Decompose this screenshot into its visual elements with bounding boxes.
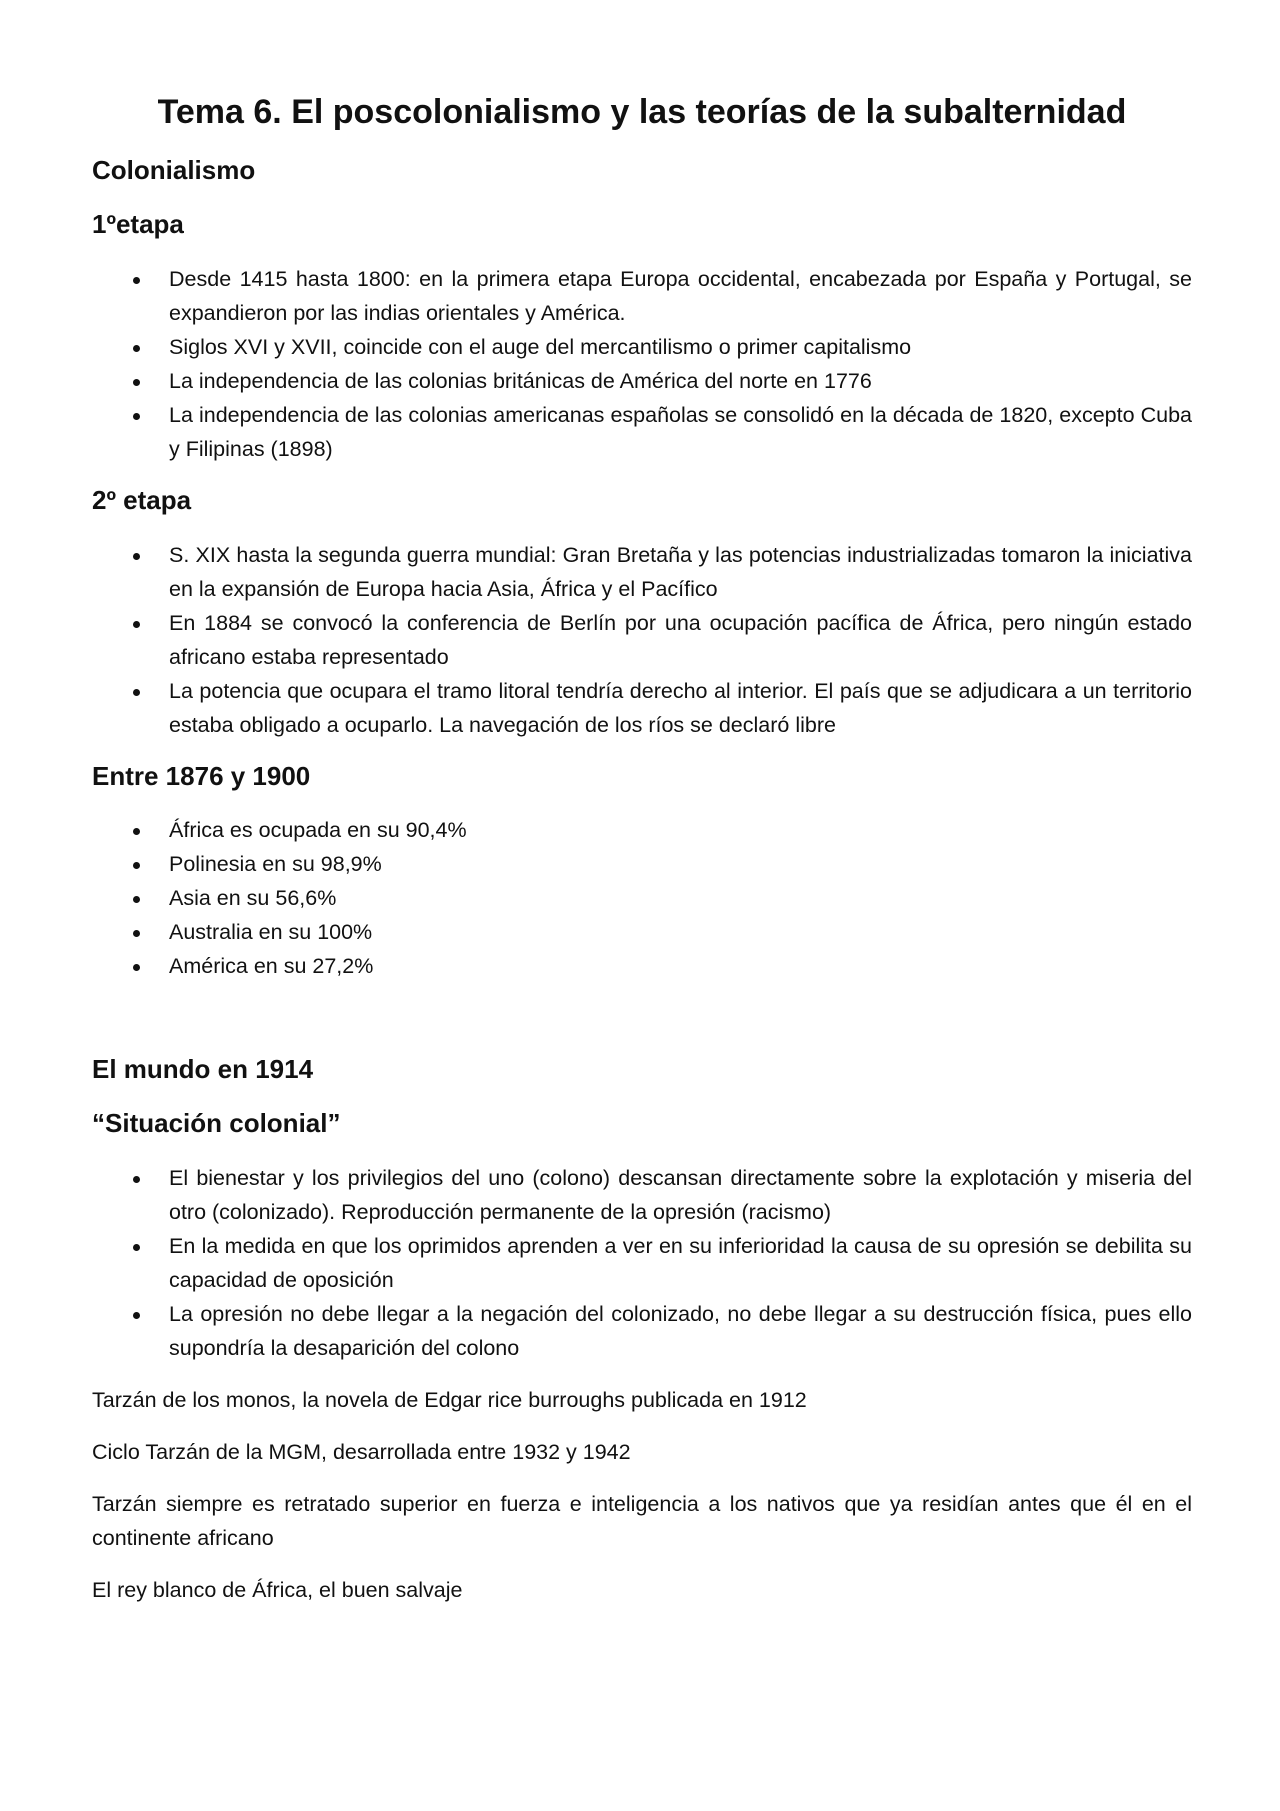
list-item	[169, 1161, 1192, 1229]
list-item	[169, 674, 1192, 742]
paragraph-rey-blanco: El rey blanco de África, el buen salvaje	[92, 1577, 463, 1602]
bullet-icon	[133, 828, 140, 835]
page-title: Tema 6. El poscolonialismo y las teorías de la subalternidad	[157, 93, 1127, 131]
list-item-text: La independencia de las colonias británicas de América del norte en 1776	[169, 368, 872, 393]
list-item	[169, 398, 1192, 466]
list-item-text: La potencia que ocupara el tramo litoral tendría derecho al interior. El país que se adjudicara a un territorio estaba obligado a ocuparlo. La navegación de los ríos se declaró libre	[169, 678, 1192, 737]
heading-etapa-2: 2º etapa	[92, 484, 192, 515]
list-item	[169, 330, 1192, 364]
list-item-text: La independencia de las colonias americanas españolas se consolidó en la década de 1820, excepto Cuba y Filipinas (1898)	[169, 402, 1192, 461]
document-page	[92, 90, 1192, 1625]
bullet-icon	[133, 930, 140, 937]
list-item	[169, 1297, 1192, 1365]
heading-entre-1876-1900: Entre 1876 y 1900	[92, 760, 311, 791]
list-item-text: El bienestar y los privilegios del uno (colono) descansan directamente sobre la explotación y miseria del otro (colonizado). Reproducción permanente de la opresión (racismo)	[169, 1165, 1192, 1224]
list-item-text: América en su 27,2%	[169, 954, 374, 979]
bullet-icon	[133, 1312, 140, 1319]
list-item-text: Asia en su 56,6%	[169, 886, 337, 911]
list-item	[169, 813, 1192, 847]
list-item-text: S. XIX hasta la segunda guerra mundial: Gran Bretaña y las potencias industrializadas tomaron la iniciativa en la expansión de Europa hacia Asia, África y el Pacífico	[169, 542, 1192, 601]
list-item-text: Polinesia en su 98,9%	[169, 852, 382, 877]
heading-colonialismo: Colonialismo	[92, 155, 256, 186]
list-item	[169, 262, 1192, 330]
bullet-icon	[133, 689, 140, 696]
list-item-text: En la medida en que los oprimidos aprenden a ver en su inferioridad la causa de su opresión se debilita su capacidad de oposición	[169, 1233, 1192, 1292]
list-entre-1876-1900	[92, 813, 1192, 983]
list-item	[169, 949, 1192, 983]
bullet-icon	[133, 345, 140, 352]
list-item	[169, 606, 1192, 674]
list-item-text: Siglos XVI y XVII, coincide con el auge del mercantilismo o primer capitalismo	[169, 334, 912, 359]
heading-situacion-colonial: “Situación colonial”	[92, 1108, 341, 1139]
list-item	[169, 915, 1192, 949]
bullet-icon	[133, 1176, 140, 1183]
section-spacer	[92, 1001, 1192, 1053]
list-item-text: En 1884 se convocó la conferencia de Berlín por una ocupación pacífica de África, pero ningún estado africano estaba representado	[169, 610, 1192, 669]
paragraph-tarzan-superior: Tarzán siempre es retratado superior en fuerza e inteligencia a los nativos que ya residían antes que él en el continente africano	[92, 1491, 1192, 1550]
list-etapa-2	[92, 538, 1192, 742]
bullet-icon	[133, 896, 140, 903]
list-item	[169, 881, 1192, 915]
bullet-icon	[133, 1244, 140, 1251]
bullet-icon	[133, 277, 140, 284]
list-item	[169, 1229, 1192, 1297]
list-item-text: Desde 1415 hasta 1800: en la primera etapa Europa occidental, encabezada por España y Portugal, se expandieron por las indias orientales y América.	[169, 266, 1192, 325]
bullet-icon	[133, 379, 140, 386]
paragraph-tarzan-novela: Tarzán de los monos, la novela de Edgar rice burroughs publicada en 1912	[92, 1387, 807, 1412]
bullet-icon	[133, 553, 140, 560]
list-item	[169, 364, 1192, 398]
bullet-icon	[133, 413, 140, 420]
list-situacion-colonial	[92, 1161, 1192, 1365]
bullet-icon	[133, 862, 140, 869]
list-item	[169, 847, 1192, 881]
list-item-text: Australia en su 100%	[169, 920, 373, 945]
heading-mundo-1914: El mundo en 1914	[92, 1054, 314, 1085]
list-item	[169, 538, 1192, 606]
list-item-text: La opresión no debe llegar a la negación del colonizado, no debe llegar a su destrucción física, pues ello supondría la desaparición del colono	[169, 1301, 1192, 1360]
heading-etapa-1: 1ºetapa	[92, 208, 184, 239]
list-item-text: África es ocupada en su 90,4%	[169, 818, 467, 843]
bullet-icon	[133, 621, 140, 628]
bullet-icon	[133, 964, 140, 971]
paragraph-ciclo-mgm: Ciclo Tarzán de la MGM, desarrollada entre 1932 y 1942	[92, 1439, 631, 1464]
list-etapa-1	[92, 262, 1192, 466]
